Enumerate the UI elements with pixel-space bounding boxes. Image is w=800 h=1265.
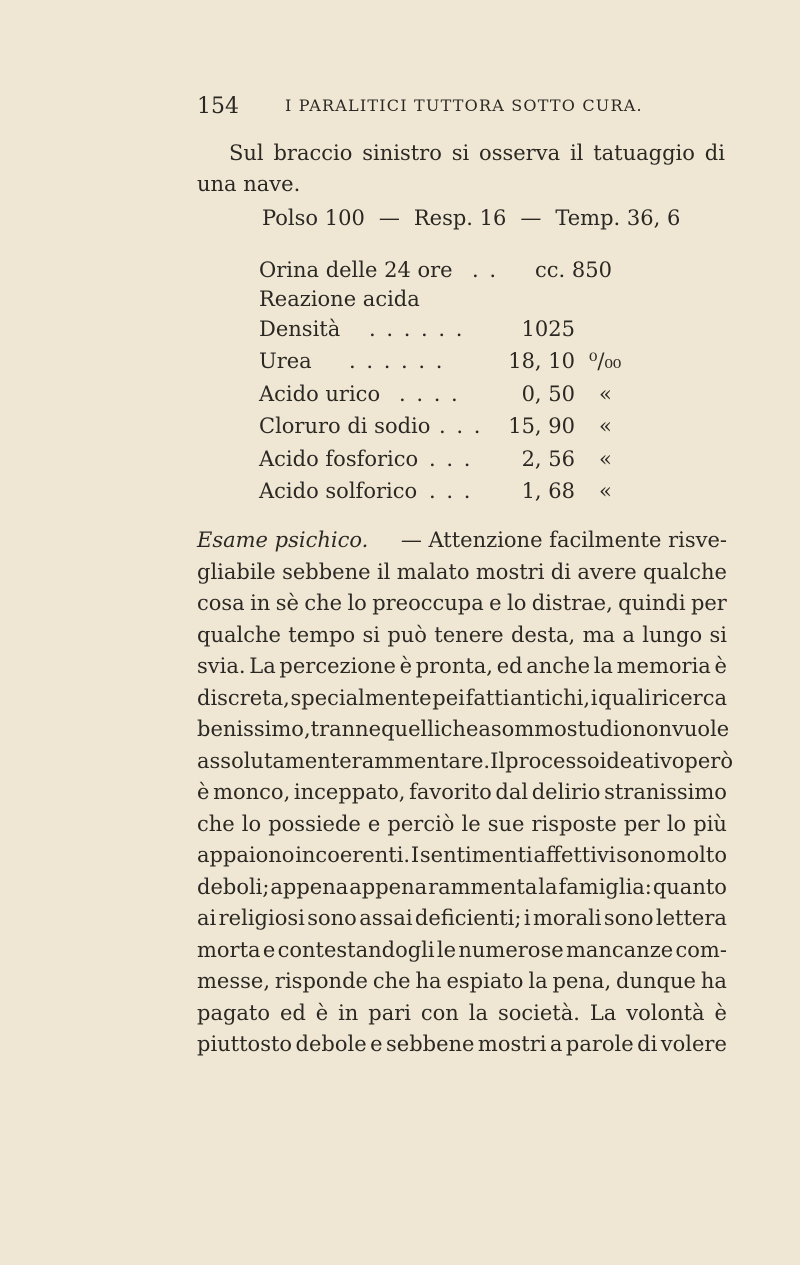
- urine-row: [259, 447, 659, 479]
- exam-word: sono: [616, 843, 666, 867]
- exam-word: gliabile: [197, 559, 276, 584]
- exam-word: quanto: [652, 874, 727, 899]
- dash: —: [378, 206, 400, 230]
- exam-word: a: [478, 717, 491, 741]
- exam-word: è: [315, 1000, 329, 1025]
- vital-signs-line: [262, 206, 681, 230]
- exam-word: dal: [495, 780, 529, 804]
- urine-row: [259, 382, 659, 414]
- exam-word: memoria: [616, 654, 711, 678]
- exam-word: I: [410, 843, 420, 867]
- exam-line-1-rest: — Attenzione facilmente risve-: [400, 528, 727, 552]
- temperature: Temp. 36, 6: [555, 206, 681, 230]
- exam-word: società.: [497, 1000, 580, 1025]
- exam-word: quelli: [381, 717, 441, 741]
- exam-word: che: [372, 969, 411, 993]
- exam-word: sommo: [490, 717, 567, 741]
- exam-word: processo: [505, 748, 600, 773]
- exam-word: appena: [270, 874, 349, 899]
- exam-word: tempo: [288, 622, 356, 647]
- exam-word: com-: [675, 937, 727, 962]
- urine-row-value: 15, 90: [508, 414, 575, 438]
- exam-line: [197, 809, 727, 841]
- exam-word: tranne: [310, 717, 382, 741]
- exam-word: il: [376, 559, 391, 584]
- exam-word: delirio: [531, 780, 601, 804]
- urine-row-value: 0, 50: [521, 382, 575, 406]
- exam-word: famiglia:: [558, 874, 652, 899]
- urine-row-value: 2, 56: [521, 447, 575, 471]
- exam-word: è: [714, 654, 727, 678]
- exam-word: per: [623, 811, 660, 836]
- exam-word: sè: [275, 591, 299, 615]
- urine-row-unit: ⁰/₀₀: [589, 349, 622, 373]
- exam-line: [197, 840, 727, 872]
- urine-row: [259, 349, 659, 381]
- exam-word: assai: [359, 906, 413, 930]
- exam-word: mostri: [477, 1032, 547, 1056]
- exam-line: [197, 903, 727, 935]
- exam-word: ideativo: [599, 748, 685, 773]
- exam-word: volere: [660, 1032, 727, 1056]
- exam-word: qualche: [643, 559, 727, 584]
- urine-row: [259, 479, 659, 511]
- exam-word: pronta,: [415, 654, 493, 678]
- intro-word: tatuaggio: [593, 141, 695, 165]
- exam-word: messe,: [197, 969, 270, 993]
- urine-volume-label: Orina delle 24 ore: [259, 258, 453, 282]
- exam-word: rammentare.: [351, 748, 491, 773]
- exam-line: [197, 557, 727, 589]
- exam-line: [197, 746, 733, 778]
- urine-row-unit: «: [599, 414, 612, 438]
- urine-row-unit: «: [599, 382, 612, 406]
- intro-paragraph: [197, 138, 725, 200]
- exam-word: qualche: [197, 622, 281, 647]
- exam-word: ai: [197, 906, 217, 930]
- exam-word: si: [362, 622, 380, 647]
- exam-word: desta,: [510, 622, 576, 647]
- exam-line: [197, 966, 727, 998]
- leader-dots: . . .: [439, 414, 483, 438]
- urine-row-label: Cloruro di sodio: [259, 414, 431, 438]
- exam-word: sebbene: [385, 1032, 475, 1056]
- exam-word: pagato: [197, 1000, 271, 1025]
- exam-word: ha: [415, 969, 442, 993]
- exam-word: però: [684, 748, 733, 773]
- exam-word: i: [590, 685, 598, 710]
- exam-word: vuole: [672, 717, 730, 741]
- exam-line: [197, 714, 730, 746]
- exam-word: non: [632, 717, 673, 741]
- exam-line: [197, 1029, 727, 1061]
- exam-word: può: [387, 622, 427, 647]
- exam-word: dunque: [616, 969, 696, 993]
- leader-dots: . . .: [429, 479, 473, 503]
- exam-word: favorito: [409, 780, 492, 804]
- exam-word: svia.: [197, 654, 246, 678]
- exam-word: a: [622, 622, 635, 647]
- exam-word: espiato: [446, 969, 524, 993]
- exam-word: possiede: [268, 811, 361, 836]
- intro-word: osserva: [479, 141, 561, 165]
- urine-row-value: 18, 10: [508, 349, 575, 373]
- urine-row-label: Densità: [259, 317, 341, 341]
- intro-word: Sul: [229, 141, 264, 165]
- exam-word: in: [338, 1000, 359, 1025]
- intro-word: si: [451, 141, 470, 165]
- exam-word: sebbene: [282, 559, 371, 584]
- exam-word: le: [436, 937, 457, 962]
- exam-word: studio: [566, 717, 633, 741]
- exam-word: La: [249, 654, 276, 678]
- exam-word: la: [593, 654, 613, 678]
- exam-word: piuttosto: [197, 1032, 293, 1056]
- exam-word: perciò: [387, 811, 455, 836]
- exam-word: affettivi: [533, 843, 616, 867]
- exam-word: a: [549, 1032, 563, 1056]
- exam-word: in: [250, 591, 271, 615]
- exam-line: [197, 683, 727, 715]
- exam-word: preoccupa: [372, 591, 484, 615]
- exam-word: di: [550, 559, 571, 584]
- urine-row-label: Urea: [259, 349, 312, 373]
- exam-word: monco,: [213, 780, 291, 804]
- exam-word: è: [197, 780, 210, 804]
- urine-row-value: 1025: [521, 317, 575, 341]
- exam-word: cosa: [197, 591, 245, 615]
- exam-word: La: [589, 1000, 617, 1025]
- exam-word: assolutamente: [197, 748, 352, 773]
- exam-word: sue: [487, 811, 525, 836]
- exam-word: ed: [496, 654, 523, 678]
- exam-word: pei: [432, 685, 465, 710]
- exam-line: [197, 872, 727, 904]
- leader-dots: . . .: [429, 447, 473, 471]
- exam-word: che: [440, 717, 479, 741]
- exam-word: lo: [666, 811, 687, 836]
- leader-dots: . .: [472, 258, 499, 282]
- urine-row-unit: «: [599, 447, 612, 471]
- exam-word: risposte: [531, 811, 617, 836]
- exam-word: appaiono: [197, 843, 295, 867]
- exam-word: fatti: [465, 685, 510, 710]
- psychic-exam-paragraph: [197, 525, 733, 1061]
- exam-word: sono: [307, 906, 357, 930]
- exam-word: specialmente: [290, 685, 432, 710]
- exam-word: incoerenti.: [295, 843, 411, 867]
- urine-row-label: Acido urico: [259, 382, 381, 406]
- exam-word: morali: [532, 906, 602, 930]
- exam-word: pari: [368, 1000, 411, 1025]
- pulse: Polso 100: [262, 206, 365, 230]
- exam-word: di: [637, 1032, 658, 1056]
- exam-word: deficienti;: [414, 906, 522, 930]
- urine-row: [259, 414, 659, 446]
- exam-word: la: [468, 1000, 489, 1025]
- exam-word: antichi,: [510, 685, 591, 710]
- exam-heading: Esame psichico.: [197, 528, 369, 552]
- intro-word: di: [704, 141, 725, 165]
- exam-word: volontà: [626, 1000, 705, 1025]
- exam-word: ed: [279, 1000, 306, 1025]
- exam-line: [197, 588, 727, 620]
- exam-word: distrae,: [531, 591, 613, 615]
- exam-lines: [197, 557, 733, 1061]
- exam-word: mostri: [475, 559, 545, 584]
- urine-row-value: 1, 68: [521, 479, 575, 503]
- intro-word: il: [569, 141, 584, 165]
- dash: —: [520, 206, 542, 230]
- exam-word: pena,: [552, 969, 612, 993]
- exam-word: percezione: [279, 654, 396, 678]
- urine-row-unit: «: [599, 479, 612, 503]
- exam-word: che: [197, 811, 235, 836]
- exam-word: per: [690, 591, 727, 615]
- exam-word: i: [523, 906, 531, 930]
- exam-word: le: [461, 811, 481, 836]
- exam-word: morta: [197, 937, 261, 962]
- exam-word: rammenta: [428, 874, 538, 899]
- exam-word: la: [528, 969, 548, 993]
- exam-word: appena: [349, 874, 428, 899]
- exam-word: lungo: [642, 622, 703, 647]
- exam-word: ha: [700, 969, 727, 993]
- exam-word: e: [370, 1032, 383, 1056]
- exam-word: anche: [526, 654, 591, 678]
- leader-dots: . . . .: [399, 382, 460, 406]
- exam-word: molto: [666, 843, 727, 867]
- running-title: I PARALITICI TUTTORA SOTTO CURA.: [285, 96, 643, 115]
- exam-line: [197, 651, 727, 683]
- exam-word: inceppato,: [293, 780, 406, 804]
- urine-volume-value: cc. 850: [535, 258, 612, 282]
- urine-row-label: Acido solforico: [259, 479, 418, 503]
- exam-word: è: [714, 1000, 727, 1025]
- exam-word: debole: [295, 1032, 367, 1056]
- page-number: 154: [197, 94, 239, 119]
- exam-word: ricerca: [651, 685, 727, 710]
- exam-word: religiosi: [218, 906, 305, 930]
- exam-word: che: [304, 591, 343, 615]
- exam-word: risponde: [274, 969, 368, 993]
- exam-word: e: [367, 811, 381, 836]
- exam-word: e: [262, 937, 276, 962]
- exam-word: contestandogli: [277, 937, 435, 962]
- reaction-row: [259, 287, 659, 319]
- exam-word: lettera: [655, 906, 727, 930]
- exam-word: discreta,: [197, 685, 290, 710]
- urine-volume-row: [259, 258, 659, 290]
- exam-word: tenere: [434, 622, 504, 647]
- exam-line: [197, 998, 727, 1030]
- exam-word: malato: [396, 559, 470, 584]
- intro-line-2: una nave.: [197, 172, 301, 196]
- exam-word: con: [420, 1000, 459, 1025]
- exam-word: è: [399, 654, 413, 678]
- exam-word: sono: [603, 906, 654, 930]
- exam-word: lo: [347, 591, 367, 615]
- exam-word: stranissimo: [604, 780, 727, 804]
- urine-row: [259, 317, 659, 349]
- exam-word: si: [709, 622, 727, 647]
- leader-dots: . . . . . .: [349, 349, 445, 373]
- exam-word: sentimenti: [419, 843, 533, 867]
- exam-line: [197, 525, 727, 557]
- exam-word: quindi: [618, 591, 686, 615]
- exam-line: [197, 935, 727, 967]
- exam-word: numerose: [458, 937, 564, 962]
- exam-word: la: [538, 874, 558, 899]
- exam-word: lo: [506, 591, 527, 615]
- exam-word: più: [693, 811, 727, 836]
- leader-dots: . . . . . .: [369, 317, 465, 341]
- exam-line: [197, 620, 727, 652]
- urine-row-label: Acido fosforico: [259, 447, 419, 471]
- exam-line: [197, 777, 727, 809]
- exam-word: e: [489, 591, 502, 615]
- exam-word: parole: [565, 1032, 634, 1056]
- reaction-label: Reazione acida: [259, 287, 420, 311]
- exam-word: avere: [577, 559, 637, 584]
- exam-word: ma: [582, 622, 616, 647]
- intro-word: braccio: [273, 141, 353, 165]
- exam-word: benissimo,: [197, 717, 311, 741]
- exam-word: deboli;: [197, 874, 270, 899]
- exam-word: Il: [490, 748, 506, 773]
- respiration: Resp. 16: [413, 206, 507, 230]
- exam-word: mancanze: [565, 937, 674, 962]
- exam-word: quali: [598, 685, 652, 710]
- intro-line-1: [197, 138, 725, 169]
- intro-word: sinistro: [362, 141, 442, 165]
- exam-word: lo: [241, 811, 262, 836]
